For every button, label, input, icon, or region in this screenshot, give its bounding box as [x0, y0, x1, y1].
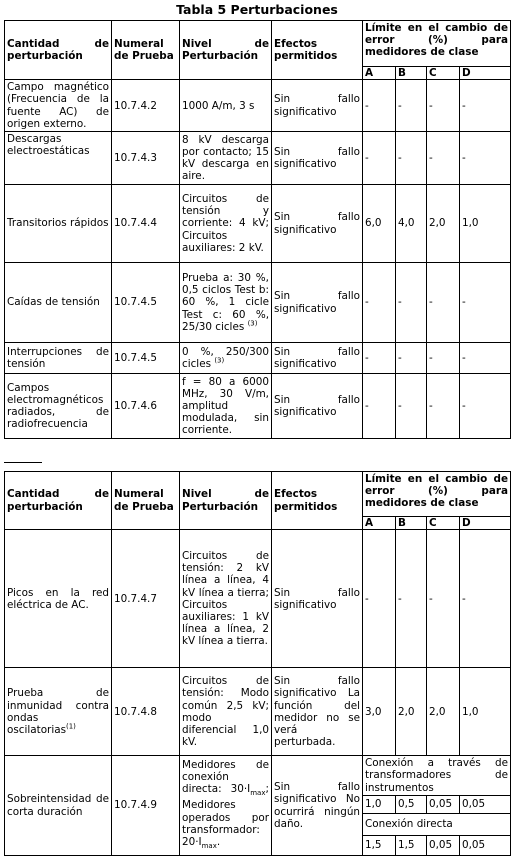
cantidad-cell: Picos en la red eléctrica de AC.: [5, 530, 112, 668]
value-d: 1,0: [460, 185, 511, 263]
value-c: 0,05: [427, 835, 460, 855]
value-b: -: [396, 132, 427, 185]
nivel-line: Test b: 60 %, 1 cicle: [182, 284, 269, 309]
header-class-c: C: [427, 517, 460, 530]
efectos-cell: Sin fallo significativo: [272, 132, 363, 185]
table-row: [5, 530, 511, 668]
nivel-cell: Circuitos de tensión y corriente: 4 kV; Circuitos auxiliares: 2 kV.: [180, 185, 272, 263]
header-class-a: A: [363, 67, 396, 80]
cantidad-cell: Transitorios rápidos: [5, 185, 112, 263]
value-d: -: [460, 80, 511, 132]
value-b: -: [396, 374, 427, 439]
efectos-cell: Sin fallo significativo: [272, 530, 363, 668]
value-d: -: [460, 343, 511, 374]
numeral-cell: 10.7.4.5: [112, 343, 180, 374]
table-row: [5, 756, 511, 796]
efectos-cell: Sin fallo significativo: [272, 185, 363, 263]
cantidad-cell: Prueba de inmunidad contra ondas oscilatorias$^{(1)}$: [5, 668, 112, 756]
value-b: -: [396, 263, 427, 343]
header-class-d: D: [460, 517, 511, 530]
footnote-ref: (3): [247, 319, 258, 328]
header-cantidad: Cantidad de perturbación: [5, 21, 112, 80]
value-b: 4,0: [396, 185, 427, 263]
value-b: -: [396, 530, 427, 668]
perturbaciones-table-2: [4, 471, 511, 856]
header-class-b: B: [396, 67, 427, 80]
table-row: [5, 263, 511, 343]
value-a: -: [363, 374, 396, 439]
value-c: -: [427, 374, 460, 439]
value-d: -: [460, 263, 511, 343]
table-row: [5, 343, 511, 374]
numeral-cell: 10.7.4.5: [112, 263, 180, 343]
value-a: -: [363, 343, 396, 374]
value-a: 1,0: [363, 795, 396, 813]
header-nivel: Nivel de Perturbación: [180, 472, 272, 530]
value-c: -: [427, 80, 460, 132]
nivel-cell: Medidores de conexión directa: $30\cdot I_{max}$; Medidores operados por transformador: $20\cdot I_{max}$.: [180, 756, 272, 856]
header-limite: Límite en el cambio de error (%) para medidores de clase: [363, 21, 511, 67]
header-efectos: Efectos permitidos: [272, 21, 363, 80]
header-numeral: Numeral de Prueba: [112, 472, 180, 530]
nivel-line: Prueba a: 30 %, 0,5 ciclos: [182, 272, 269, 297]
value-b: -: [396, 80, 427, 132]
value-d: 1,0: [460, 668, 511, 756]
numeral-cell: 10.7.4.7: [112, 530, 180, 668]
cantidad-cell: Descargas electroestáticas: [5, 132, 112, 185]
value-a: 1,5: [363, 835, 396, 855]
header-class-a: A: [363, 517, 396, 530]
value-c: 2,0: [427, 668, 460, 756]
numeral-cell: 10.7.4.2: [112, 80, 180, 132]
table-row: [5, 185, 511, 263]
cantidad-cell: Sobreintensidad de corta duración: [5, 756, 112, 856]
value-b: 1,5: [396, 835, 427, 855]
numeral-cell: 10.7.4.9: [112, 756, 180, 856]
value-a: -: [363, 80, 396, 132]
efectos-cell: Sin fallo significativo La función del medidor no se verá perturbada.: [272, 668, 363, 756]
nivel-cell: 8 kV descarga por contacto; 15 kV descarga en aire.: [180, 132, 272, 185]
conexion-directa-label: Conexión directa: [363, 813, 511, 835]
value-d: -: [460, 132, 511, 185]
header-nivel: Nivel de Perturbación: [180, 21, 272, 80]
table-row: [5, 668, 511, 756]
footnote-ref: (3): [214, 356, 225, 365]
value-a: -: [363, 132, 396, 185]
value-c: 0,05: [427, 795, 460, 813]
perturbaciones-table-1: [4, 20, 511, 439]
nivel-cell: f = 80 a 6000 MHz, 30 V/m, amplitud modulada, sin corriente.: [180, 374, 272, 439]
header-class-d: D: [460, 67, 511, 80]
value-b: 0,5: [396, 795, 427, 813]
header-class-c: C: [427, 67, 460, 80]
nivel-cell: Circuitos de tensión: Modo común 2,5 kV; modo diferencial 1,0 kV.: [180, 668, 272, 756]
nivel-line: Test c: 60 %, 25/30 cicles: [182, 308, 269, 333]
efectos-cell: Sin fallo significativo: [272, 374, 363, 439]
numeral-cell: 10.7.4.3: [112, 132, 180, 185]
value-b: 2,0: [396, 668, 427, 756]
header-class-b: B: [396, 517, 427, 530]
header-efectos: Efectos permitidos: [272, 472, 363, 530]
value-c: 2,0: [427, 185, 460, 263]
header-cantidad: Cantidad de perturbación: [5, 472, 112, 530]
nivel-cell: 1000 A/m, 3 s: [180, 80, 272, 132]
value-a: 3,0: [363, 668, 396, 756]
cantidad-cell: Caídas de tensión: [5, 263, 112, 343]
table-row: [5, 132, 511, 185]
value-c: -: [427, 132, 460, 185]
value-c: -: [427, 263, 460, 343]
footnote-ref: (1): [66, 722, 76, 731]
efectos-cell: Sin fallo significativo No ocurrirá ningún daño.: [272, 756, 363, 856]
cantidad-cell: Campo magnético (Frecuencia de la fuente AC) de origen externo.: [5, 80, 112, 132]
numeral-cell: 10.7.4.6: [112, 374, 180, 439]
value-d: -: [460, 530, 511, 668]
cantidad-cell: Interrupciones de tensión: [5, 343, 112, 374]
numeral-cell: 10.7.4.8: [112, 668, 180, 756]
header-numeral: Numeral de Prueba: [112, 21, 180, 80]
cantidad-cell: Campos electromagnéticos radiados, de radiofrecuencia: [5, 374, 112, 439]
value-a: -: [363, 263, 396, 343]
table-row: [5, 80, 511, 132]
header-limite: Límite en el cambio de error (%) para medidores de clase: [363, 472, 511, 517]
nivel-cell: Circuitos de tensión: 2 kV línea a línea, 4 kV línea a tierra; Circuitos auxiliares: 1 kV línea a línea, 2 kV línea a tierra.: [180, 530, 272, 668]
efectos-cell: Sin fallo significativo: [272, 263, 363, 343]
efectos-cell: Sin fallo significativo: [272, 343, 363, 374]
value-d: -: [460, 374, 511, 439]
value-a: -: [363, 530, 396, 668]
nivel-cell: 0 %, 250/300 cicles $^{(3)}$: [180, 343, 272, 374]
numeral-cell: 10.7.4.4: [112, 185, 180, 263]
footnote-separator: [4, 462, 42, 463]
table-title: Tabla 5 Perturbaciones: [176, 2, 338, 17]
value-a: 6,0: [363, 185, 396, 263]
efectos-cell: Sin fallo significativo: [272, 80, 363, 132]
conexion-trafo-label: Conexión a través de transformadores de instrumentos: [363, 756, 511, 796]
value-d: 0,05: [460, 835, 511, 855]
value-c: -: [427, 530, 460, 668]
nivel-cell: [180, 263, 272, 343]
table-row: [5, 374, 511, 439]
value-b: -: [396, 343, 427, 374]
value-c: -: [427, 343, 460, 374]
value-d: 0,05: [460, 795, 511, 813]
